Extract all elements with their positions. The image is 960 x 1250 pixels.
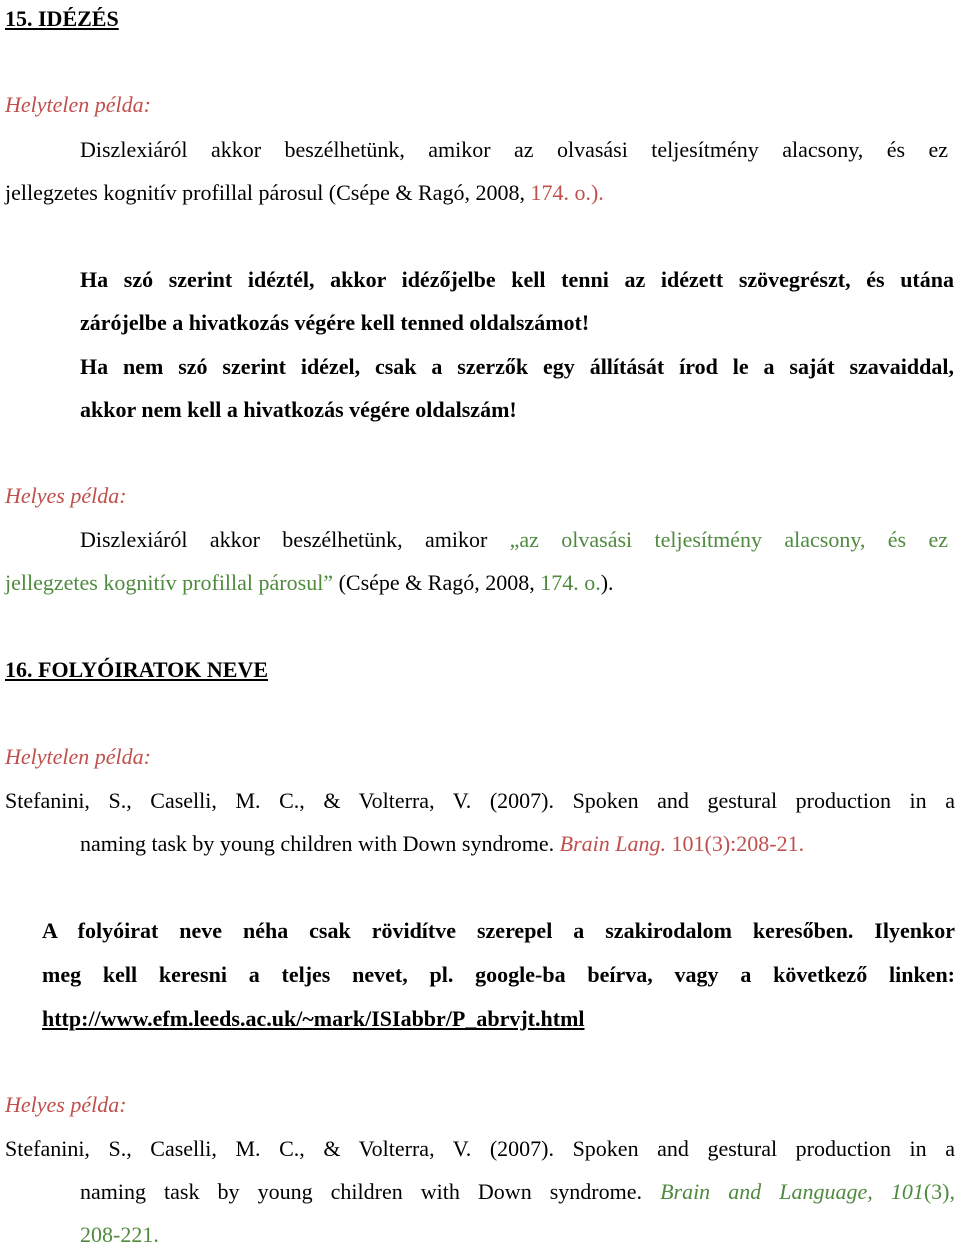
note-verbatim-line-1: Ha szó szerint idéztél, akkor idézőjelbe kell tenni az idézett szövegrészt, és utána	[80, 267, 954, 292]
note-verbatim-line-2: zárójelbe a hivatkozás végére kell tenned oldalszámot!	[80, 310, 590, 335]
wrong-ref-title: naming task by young children with Down syndrome.	[80, 831, 560, 856]
correct-ref-line-1: Stefanini, S., Caselli, M. C., & Volterra, V. (2007). Spoken and gestural production in a	[5, 1136, 955, 1161]
wrong-quote-line-2	[5, 178, 604, 208]
correct-example-label: Helyes példa:	[5, 483, 127, 508]
correct-quote-citation: (Csépe & Ragó, 2008,	[333, 570, 541, 595]
correct-quote-line-2	[5, 568, 614, 598]
wrong-ref-journal: Brain Lang.	[559, 831, 667, 856]
correct-quote-line-1	[80, 525, 948, 555]
note-paraphrase-line-1: Ha nem szó szerint idézel, csak a szerzők egy állítását írod le a saját szavaiddal,	[80, 354, 954, 379]
wrong-journal-label: Helytelen példa:	[5, 744, 151, 769]
wrong-ref-line-1: Stefanini, S., Caselli, M. C., & Volterra, V. (2007). Spoken and gestural production in a	[5, 788, 955, 813]
correct-quote-text-end: jellegzetes kognitív profillal párosul”	[5, 570, 334, 595]
journal-note-line-1: A folyóirat neve néha csak rövidítve szerepel a szakirodalom keresőben. Ilyenkor	[42, 918, 955, 943]
correct-quote-close: ).	[600, 570, 614, 595]
correct-journal-label: Helyes példa:	[5, 1092, 127, 1117]
correct-quote-page: 174. o.	[540, 570, 601, 595]
correct-ref-journal: Brain and Language, 101	[660, 1179, 924, 1204]
correct-ref-line-2	[80, 1177, 955, 1207]
journal-note-line-2: meg kell keresni a teljes nevet, pl. google-ba beírva, vagy a következő linken:	[42, 962, 955, 987]
section-16-heading: 16. FOLYÓIRATOK NEVE	[5, 657, 269, 682]
wrong-ref-volume: 101(3):208-21.	[666, 831, 805, 856]
wrong-quote-page: 174. o.).	[530, 180, 604, 205]
isi-abbreviations-link[interactable]: http://www.efm.leeds.ac.uk/~mark/ISIabbr/P_abrvjt.html	[42, 1006, 585, 1031]
wrong-example-label: Helytelen példa:	[5, 92, 151, 117]
wrong-quote-line-1: Diszlexiáról akkor beszélhetünk, amikor az olvasási teljesítmény alacsony, és ez	[80, 137, 948, 162]
note-paraphrase-line-2: akkor nem kell a hivatkozás végére oldalszám!	[80, 397, 517, 422]
wrong-quote-text: jellegzetes kognitív profillal párosul (Csépe & Ragó, 2008,	[5, 180, 531, 205]
correct-ref-pages: 208-221.	[80, 1222, 159, 1247]
wrong-ref-line-2	[80, 829, 804, 859]
correct-quote-text: „az olvasási teljesítmény alacsony, és ez	[509, 527, 948, 552]
journal-note-line-3	[42, 1004, 585, 1034]
correct-ref-issue: (3),	[923, 1179, 955, 1204]
correct-quote-intro: Diszlexiáról akkor beszélhetünk, amikor	[80, 527, 510, 552]
correct-ref-title: naming task by young children with Down syndrome.	[80, 1179, 661, 1204]
section-15-heading: 15. IDÉZÉS	[5, 6, 119, 31]
